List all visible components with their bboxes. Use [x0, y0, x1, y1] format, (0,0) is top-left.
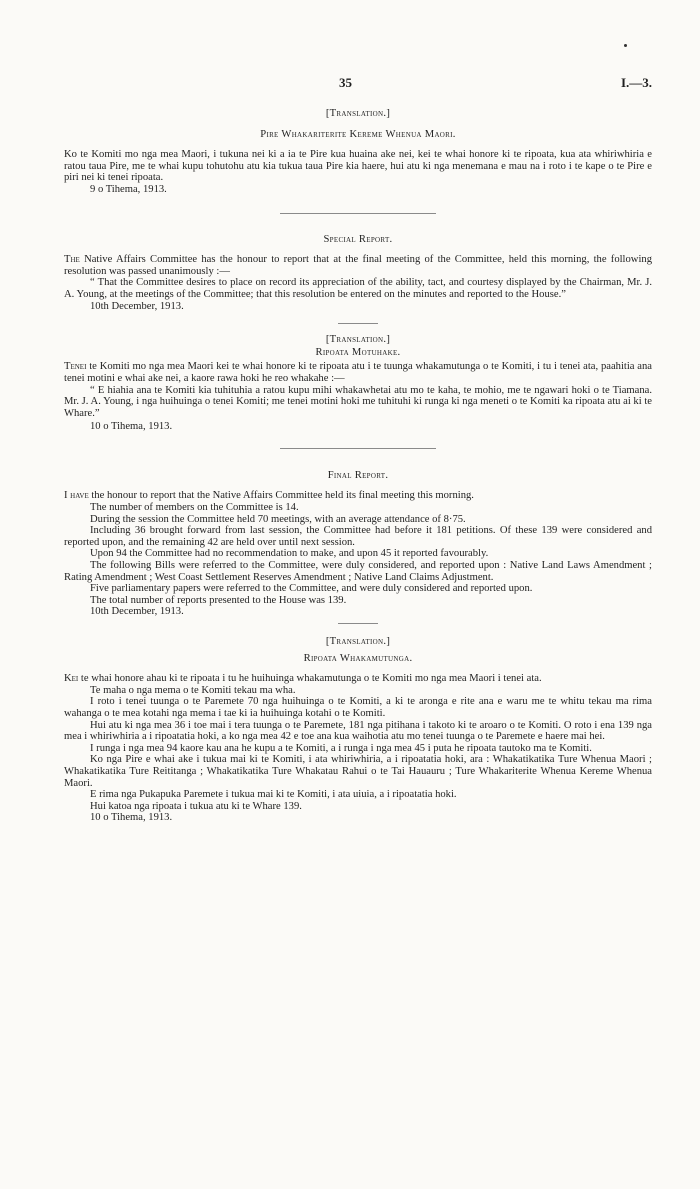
section-divider	[280, 448, 436, 449]
paragraph-recommendations: Upon 94 the Committee had no recommendation to make, and upon 45 it reported favourably.	[90, 548, 489, 560]
lead-word: The	[64, 254, 80, 266]
translation-label: [Translation.]	[325, 636, 391, 647]
translation-label: [Translation.]	[325, 334, 391, 346]
paragraph-petitions: Including 36 brought forward from last session, the Committee had before it 181 petitions. Of these 139 were considered and reported upon, and the remaining 42 are held over until next session.	[64, 525, 652, 548]
date-line: 10th December, 1913.	[90, 300, 184, 312]
paragraph-reports-total: The total number of reports presented to the House was 139.	[90, 594, 347, 606]
document-reference: I.—3.	[620, 75, 652, 90]
section-title-ripoata-motuhake: Ripoata Motuhake.	[315, 346, 401, 358]
resolution-quote: “ That the Committee desires to place on record its appreciation of the ability, tact, and courtesy displayed by the Chairman, Mr. J. A. Young, at the meetings of the Committee; that this resolution be entered on the minutes and reported to the House.”	[64, 277, 652, 300]
stray-mark	[624, 44, 627, 47]
section-divider	[338, 323, 378, 324]
section-divider	[338, 623, 378, 624]
paragraph-tautoko: I runga i nga mea 94 kaore kau ana he kupu a te Komiti, a i runga i nga mea 45 i puta he ripoata tautoko ma te Komiti.	[90, 742, 592, 754]
paragraph-huihuinga: I roto i tenei tuunga o te Paremete 70 nga huihuinga o te Komiti, a ki te aronga e rite ana e waru me te whitu tekau ma rima wahanga o te mea kotahi nga mema i tae ki ia huihuinga kotahi o te Komiti.	[64, 696, 652, 719]
paragraph-pitihana: Hui atu ki nga mea 36 i toe mai i tera tuunga o te Paremete, 181 nga pitihana i takoto ki te aroaro o te Komiti. O roto i ena 139 nga mea i whiriwhiria a i ripoatatia hoki, a ko nga mea 42 e toe ana kua waihotia atu mo tenei tuunga o te Paremete e haere mai hei.	[64, 719, 652, 743]
date-line: 10th December, 1913.	[90, 606, 184, 618]
paragraph-meetings: During the session the Committee held 70 meetings, with an average attendance of 8·75.	[90, 513, 466, 525]
paragraph-ripoata-motuhake	[64, 361, 652, 384]
paragraph-members: The number of members on the Committee is 14.	[90, 502, 299, 514]
paragraph-pukapuka: E rima nga Pukapuka Paremete i tukua mai ki te Komiti, i ata uiuia, a i ripoatatia hoki.	[90, 789, 457, 801]
paragraph-pire: Ko te Komiti mo nga mea Maori, i tukuna nei ki a ia te Pire kua huaina ake nei, kei te whai honore ki te ripoata, kua ata whiriwhiria e ratou taua Pire, me te whai kupu tohutohu atu kia tukua taua Pire kia haere, hui atu ki nga menemana e mau na i roto i te kape o te Pire e piri nei ki tenei ripoata.	[64, 149, 652, 184]
paragraph-papers: Five parliamentary papers were referred to the Committee, and were duly considered and reported upon.	[90, 583, 533, 595]
date-line: 9 o Tihema, 1913.	[90, 183, 167, 195]
paragraph-mema: Te maha o nga mema o te Komiti tekau ma wha.	[90, 684, 296, 696]
paragraph-bills: The following Bills were referred to the Committee, were duly considered, and reported upon : Native Land Laws Amendment ; Rating Amendment ; West Coast Settlement Reserves Amendment ; Native Land Claims Adjustment.	[64, 560, 652, 583]
translation-label: [Translation.]	[325, 108, 391, 119]
document-body	[64, 108, 652, 824]
paragraph-special-report	[64, 254, 652, 277]
page-number: 35	[339, 75, 352, 90]
section-title-special-report: Special Report.	[323, 233, 393, 245]
paragraph-text: the honour to report that the Native Affairs Committee held its final meeting this morning.	[88, 490, 474, 502]
date-line: 10 o Tihema, 1913.	[90, 812, 173, 824]
paragraph-pire-list: Ko nga Pire e whai ake i tukua mai ki te Komiti, i ata whiriwhiria, a i ripoatatia hoki, ara : Whakatikatika Ture Whenua Maori ; Whakatikatika Ture Reititanga ; Whakatikatika Ture Whakatau Rahui o te Tai Hauauru ; Ture Whakariterite Whenua Kereme Whenua Maori.	[64, 754, 652, 789]
paragraph-text: Native Affairs Committee has the honour to report that at the final meeting of the Committee, held this morning, the following resolution was passed unanimously :—	[64, 254, 652, 277]
section-title-ripoata-whakamutunga: Ripoata Whakamutunga.	[303, 652, 413, 664]
section-divider	[280, 213, 436, 214]
motion-quote: “ E hiahia ana te Komiti kia tuhituhia a ratou kupu mihi whakawhetai atu mo te kaha, te mohio, me te ngawari hoki o te Tiamana. Mr. J. A. Young, i nga huihuinga o tenei Komiti; me tenei motini hoki me tuhituhi ki runga ki nga meneti o te Komiti ka ripoata atu ai ki te Whare.”	[64, 384, 652, 419]
lead-word: Tenei	[64, 361, 87, 373]
date-line: 10 o Tihema, 1913.	[90, 421, 173, 433]
lead-word: Kei	[64, 673, 79, 685]
paragraph-ripoata-total: Hui katoa nga ripoata i tukua atu ki te Whare 139.	[90, 800, 302, 812]
page-header	[0, 77, 700, 93]
paragraph-text: te Komiti mo nga mea Maori kei te whai honore ki te ripoata atu i te tuunga whakamutunga o te Komiti, i tu i tenei ata, paahitia ana tenei motini e whai ake nei, a kaore rawa hoki he reo whakahe :—	[64, 361, 652, 384]
section-title-final-report: Final Report.	[327, 469, 389, 481]
paragraph-text: te whai honore ahau ki te ripoata i tu he huihuinga whakamutunga o te Komiti mo nga mea Maori i tenei ata.	[78, 673, 542, 685]
section-title-pire: Pire Whakariterite Kereme Whenua Maori.	[260, 128, 456, 140]
paragraph-whakamutunga-intro	[64, 673, 652, 685]
paragraph-final-report-intro	[64, 490, 652, 502]
lead-word: I have	[64, 490, 89, 502]
